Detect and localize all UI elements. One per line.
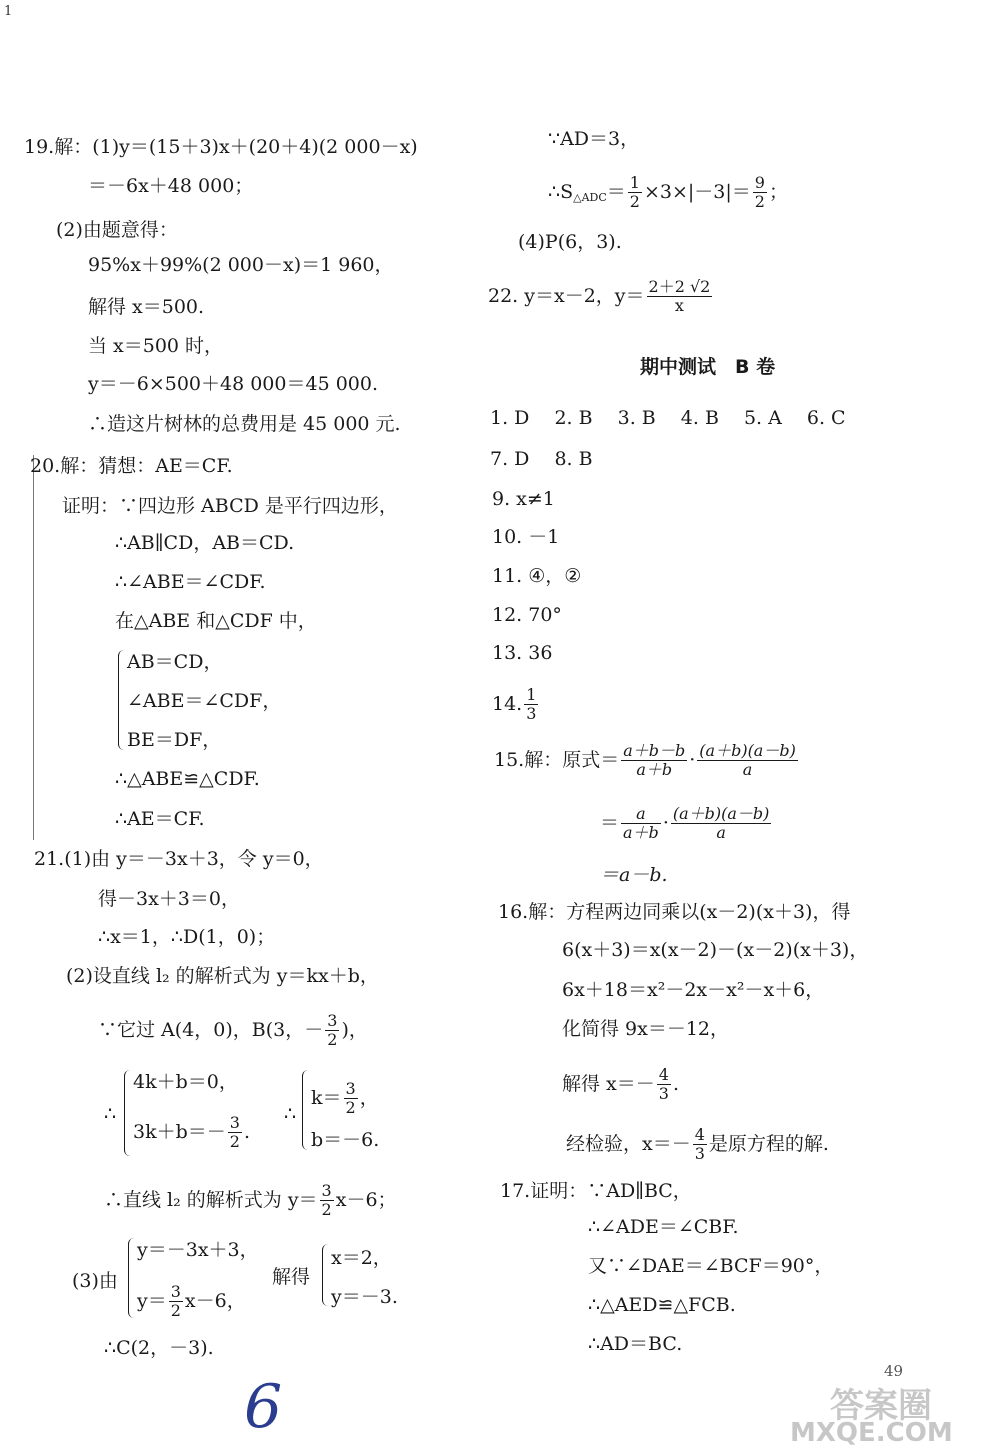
eq-text: 22. y＝x－2，y＝ <box>488 284 645 307</box>
q20-system-eq2: ∠ABE＝∠CDF， <box>127 690 282 712</box>
fraction <box>657 1066 671 1104</box>
q21-systemC-eq2 <box>137 1283 246 1321</box>
q21-systemB-brace <box>302 1070 311 1150</box>
q20-line4: ∴∠ABE＝∠CDF. <box>115 571 266 593</box>
eq-end: ， <box>359 1086 379 1109</box>
q21-line3: ∴x＝1，∴D(1，0)； <box>98 926 276 948</box>
q19-line7: y＝－6×500＋48 000＝45 000. <box>88 373 379 395</box>
eq-end: . <box>672 1072 679 1095</box>
eq-end: . <box>243 1120 250 1143</box>
eq-text: ＝ <box>600 811 620 834</box>
right-line2 <box>548 174 788 212</box>
q16-line6 <box>566 1126 829 1164</box>
eq-text: 解得 x＝－ <box>562 1072 655 1095</box>
q21-systemD-brace <box>322 1244 331 1306</box>
eq-text: 经检验，x＝－ <box>566 1132 691 1155</box>
section-title: 期中测试 B 卷 <box>640 356 776 378</box>
eq-text: k＝ <box>311 1086 342 1109</box>
denominator: 2 <box>229 1132 240 1152</box>
denominator: a＋b <box>623 823 659 843</box>
q21-systemD-eq1: x＝2， <box>331 1247 392 1269</box>
denominator: 2 <box>629 192 640 212</box>
numerator: 2＋2 √2 <box>648 277 711 296</box>
eq-end: x－6， <box>184 1289 246 1312</box>
eq-end: ； <box>768 180 788 203</box>
q16-line1: 16.解：方程两边同乘以(x－2)(x＋3)，得 <box>498 901 851 923</box>
fraction <box>320 1182 334 1220</box>
denominator: x <box>674 296 684 316</box>
mc-answers-2: 7. D 8. B <box>490 448 593 470</box>
denominator: 3 <box>526 704 537 724</box>
fraction <box>628 174 642 212</box>
watermark-logo: 答案圈 <box>830 1386 932 1426</box>
fraction <box>697 742 798 780</box>
q21-line5-close: )， <box>341 1018 368 1041</box>
q20-line7: ∴AE＝CF. <box>115 808 205 830</box>
fraction <box>647 278 713 316</box>
answer-13: 13. 36 <box>492 642 553 664</box>
margin-line <box>33 455 34 840</box>
q17-line1: 17.证明：∵AD∥BC， <box>500 1180 692 1202</box>
q21-systemA-eq1: 4k＋b＝0， <box>133 1071 238 1093</box>
q20-line6: ∴△ABE≌△CDF. <box>115 768 260 790</box>
therefore-symbol: ∴ <box>104 1103 117 1125</box>
q22-answer <box>488 278 714 316</box>
numerator: 3 <box>229 1113 240 1132</box>
eq-text: ∴直线 l₂ 的解析式为 y＝ <box>104 1188 318 1211</box>
q21-systemB-eq1 <box>311 1080 379 1118</box>
q19-line6: 当 x＝500 时， <box>88 335 224 357</box>
q21-systemC-eq1: y＝－3x＋3， <box>137 1239 259 1261</box>
answer-12: 12. 70° <box>492 604 562 626</box>
answer-11: 11. ④，② <box>492 565 582 587</box>
right-line3: (4)P(6，3). <box>518 231 622 253</box>
numerator: 4 <box>694 1125 705 1144</box>
q21-line5-open: (3，－ <box>265 1018 324 1041</box>
q21-systemA-brace <box>124 1070 133 1156</box>
denominator: 2 <box>754 192 765 212</box>
numerator: 9 <box>754 173 765 192</box>
q20-line3: ∴AB∥CD，AB＝CD. <box>115 532 295 554</box>
watermark-url: MXQE.COM <box>790 1418 953 1448</box>
denominator: 3 <box>694 1144 705 1164</box>
denominator: 2 <box>321 1200 332 1220</box>
eq-text: y＝ <box>137 1289 167 1312</box>
page-number: 49 <box>884 1362 904 1380</box>
q21-line8: (3)由 <box>72 1270 118 1292</box>
denominator: a＋b <box>636 760 673 780</box>
q19-line4: 95%x＋99%(2 000－x)＝1 960， <box>88 254 394 276</box>
q17-line2: ∴∠ADE＝∠CBF. <box>588 1216 739 1238</box>
q15-line1 <box>494 742 800 780</box>
numerator: 3 <box>327 1011 338 1030</box>
q20-line2: 证明：∵四边形 ABCD 是平行四边形， <box>62 495 398 517</box>
q20-line1: 20.解：猜想：AE＝CF. <box>30 455 233 477</box>
denominator: a <box>742 760 753 780</box>
q20-system-brace <box>118 650 127 750</box>
q16-line2: 6(x＋3)＝x(x－2)－(x－2)(x＋3)， <box>562 939 869 961</box>
denominator: 2 <box>345 1098 356 1118</box>
q21-line4: (2)设直线 l₂ 的解析式为 y＝kx＋b， <box>66 965 379 987</box>
q21-line7 <box>104 1182 397 1220</box>
q21-line5 <box>98 1012 368 1050</box>
numerator: 3 <box>170 1282 181 1301</box>
answer-14 <box>492 686 540 724</box>
fraction <box>325 1012 339 1050</box>
q17-line3: 又∵∠DAE＝∠BCF＝90°， <box>588 1255 834 1277</box>
q16-line3: 6x＋18＝x²－2x－x²－x＋6， <box>562 979 825 1001</box>
q17-line4: ∴△AED≌△FCB. <box>588 1294 736 1316</box>
eq-end: 是原方程的解. <box>708 1132 829 1155</box>
numerator: (a＋b)(a－b) <box>672 804 770 823</box>
q19-line1: 19.解：(1)y＝(15＋3)x＋(20＋4)(2 000－x) <box>24 136 418 158</box>
fraction <box>524 686 538 724</box>
eq-text: ∴S <box>548 180 574 203</box>
therefore-symbol-2: ∴ <box>284 1103 297 1125</box>
numerator: 1 <box>629 173 640 192</box>
fraction <box>693 1126 707 1164</box>
q15-line2 <box>600 805 773 843</box>
corner-mark: 1 <box>4 4 13 19</box>
denominator: 2 <box>170 1301 181 1321</box>
handwritten-mark: 6 <box>244 1372 283 1442</box>
denominator: a <box>716 823 726 843</box>
numerator: a <box>621 805 661 824</box>
q21-line9: ∴C(2，－3). <box>104 1337 214 1359</box>
q19-line8: ∴造这片树林的总费用是 45 000 元. <box>88 413 401 435</box>
q19-line3: (2)由题意得： <box>56 219 178 241</box>
q21-systemB-eq2: b＝－6. <box>311 1129 380 1151</box>
q20-system-eq3: BE＝DF， <box>127 729 222 751</box>
eq-text: 15.解：原式＝ <box>494 748 620 771</box>
answer-10: 10. －1 <box>492 526 560 548</box>
numerator: 1 <box>526 685 537 704</box>
answer-9: 9. x≠1 <box>492 488 555 510</box>
numerator: 4 <box>658 1065 669 1084</box>
fraction <box>621 805 661 843</box>
denominator: 2 <box>327 1030 338 1050</box>
eq-end: x－6； <box>335 1188 397 1211</box>
right-line1: ∵AD＝3， <box>548 128 640 150</box>
fraction <box>753 174 767 212</box>
q21-systemC-brace <box>128 1238 137 1318</box>
q21-line2: 得－3x＋3＝0， <box>98 888 240 910</box>
numerator: a＋b－b <box>623 741 686 760</box>
eq-text: 3k＋b＝－ <box>133 1120 226 1143</box>
q21-line1: 21.(1)由 y＝－3x＋3，令 y＝0， <box>34 848 324 870</box>
numerator: (a＋b)(a－b) <box>699 741 796 760</box>
q19-line5: 解得 x＝500. <box>88 296 205 318</box>
subscript: △ADC <box>573 190 607 204</box>
numerator: 3 <box>321 1181 332 1200</box>
fraction <box>169 1283 183 1321</box>
eq-mid: ×3×|－3|＝ <box>643 180 751 203</box>
q16-line4: 化简得 9x＝－12， <box>562 1018 730 1040</box>
dot-symbol: · <box>662 811 669 834</box>
numerator: 3 <box>345 1079 356 1098</box>
q15-line3: ＝a－b. <box>600 864 668 886</box>
q21-systemD-eq2: y＝－3. <box>331 1286 398 1308</box>
denominator: 3 <box>658 1084 669 1104</box>
q19-line2: ＝－6x＋48 000； <box>88 175 254 197</box>
eq-sign: ＝ <box>606 180 626 203</box>
solve-label: 解得 <box>272 1266 311 1288</box>
q16-line5 <box>562 1066 679 1104</box>
q20-system-eq1: AB＝CD， <box>127 651 223 673</box>
fraction <box>621 742 687 780</box>
fraction <box>228 1114 242 1152</box>
fraction <box>344 1080 358 1118</box>
q17-line5: ∴AD＝BC. <box>588 1333 683 1355</box>
q21-systemA-eq2 <box>133 1114 250 1152</box>
fraction <box>671 805 772 843</box>
mc-answers-1: 1. D 2. B 3. B 4. B 5. A 6. C <box>490 407 846 429</box>
q21-line5-text: ∵它过 A(4，0)，B <box>98 1018 266 1041</box>
q20-line5: 在△ABE 和△CDF 中， <box>115 610 317 632</box>
dot-symbol: · <box>689 748 696 771</box>
eq-text: 14. <box>492 692 523 715</box>
